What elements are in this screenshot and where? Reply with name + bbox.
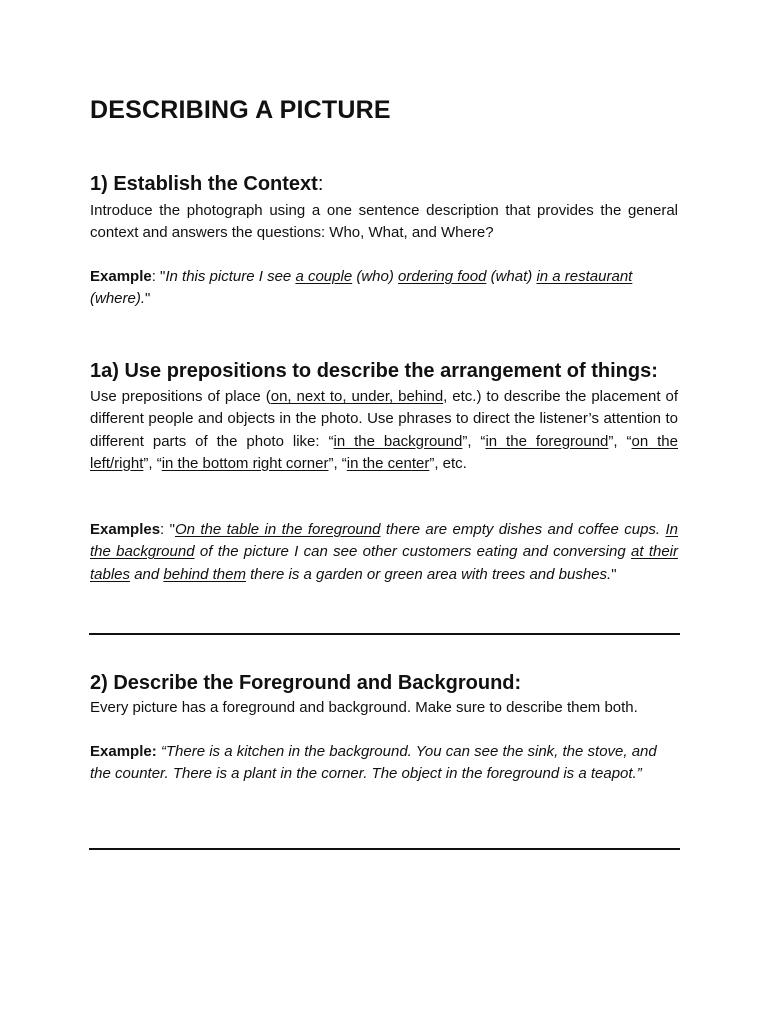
page-title: DESCRIBING A PICTURE bbox=[90, 96, 391, 124]
underlined-phrase: on, next to, under, behind bbox=[270, 388, 444, 405]
body-text: ”, etc. bbox=[429, 454, 467, 472]
section-2-body: Every picture has a foreground and background. Make sure to describe them both. bbox=[90, 699, 638, 716]
examples-underline: On the table in the foreground bbox=[174, 521, 381, 538]
body-text: ”, “ bbox=[328, 454, 347, 472]
section-2-example bbox=[90, 741, 678, 786]
example-text: (who) bbox=[352, 268, 399, 285]
example-text: : " bbox=[151, 268, 166, 285]
body-text: Use prepositions of place ( bbox=[90, 388, 271, 405]
body-text: ”, “ bbox=[462, 432, 486, 450]
underlined-phrase: on the left/right bbox=[90, 432, 678, 472]
examples-underline: at their tables bbox=[90, 543, 678, 583]
examples-text: : " bbox=[160, 521, 175, 538]
divider-2 bbox=[89, 848, 680, 850]
divider-1 bbox=[89, 633, 680, 635]
example-text: “There is a kitchen in the background. You can see the sink, the stove, and the counter. There is a plant in the corner. The object in the foreground is a teapot.” bbox=[90, 743, 657, 783]
section-1-heading-text: 1) Establish the Context bbox=[90, 173, 318, 195]
body-text: ”, “ bbox=[608, 432, 632, 450]
section-2-heading: 2) Describe the Foreground and Background: bbox=[90, 672, 522, 694]
example-label: Example: bbox=[90, 743, 157, 760]
section-1-heading-colon: : bbox=[317, 173, 324, 195]
examples-text: and bbox=[130, 565, 164, 583]
examples-underline: In the background bbox=[90, 521, 678, 561]
example-text: " bbox=[145, 290, 151, 308]
section-1a-heading: 1a) Use prepositions to describe the arrangement of things: bbox=[90, 360, 658, 382]
underlined-phrase: in the center bbox=[346, 454, 430, 472]
underlined-phrase: in the background bbox=[333, 432, 463, 450]
body-text: ”, “ bbox=[143, 454, 162, 472]
example-underline-what: ordering food bbox=[398, 268, 487, 285]
underlined-phrase: in the foreground bbox=[485, 432, 609, 450]
section-1-intro: Introduce the photograph using a one sentence description that provides the general context and answers the questions: Who, What, and Where? bbox=[90, 202, 678, 242]
example-text: In this picture I see bbox=[165, 268, 296, 285]
examples-underline: behind them bbox=[163, 565, 246, 583]
examples-text: there are empty dishes and coffee cups. bbox=[380, 521, 666, 538]
example-text: (what) bbox=[486, 268, 537, 285]
examples-text: of the picture I can see other customers eating and conversing bbox=[194, 543, 631, 561]
section-1a-examples bbox=[90, 519, 678, 586]
example-label: Example bbox=[90, 268, 152, 285]
example-underline-where: in a restaurant bbox=[536, 268, 633, 285]
example-underline-who: a couple bbox=[295, 268, 353, 285]
examples-text: " bbox=[611, 565, 617, 583]
examples-label: Examples bbox=[90, 521, 161, 538]
example-text: (where). bbox=[90, 290, 146, 308]
examples-text: there is a garden or green area with trees and bushes. bbox=[245, 565, 612, 583]
section-1a-body bbox=[90, 386, 678, 475]
section-1-example bbox=[90, 266, 678, 311]
underlined-phrase: in the bottom right corner bbox=[161, 454, 329, 472]
body-text: , etc.) to describe the placement of different people and objects in the photo. Use phrases to direct the listener’s attention to different parts of the photo like: “ bbox=[90, 388, 678, 450]
section-1-heading bbox=[90, 173, 323, 196]
